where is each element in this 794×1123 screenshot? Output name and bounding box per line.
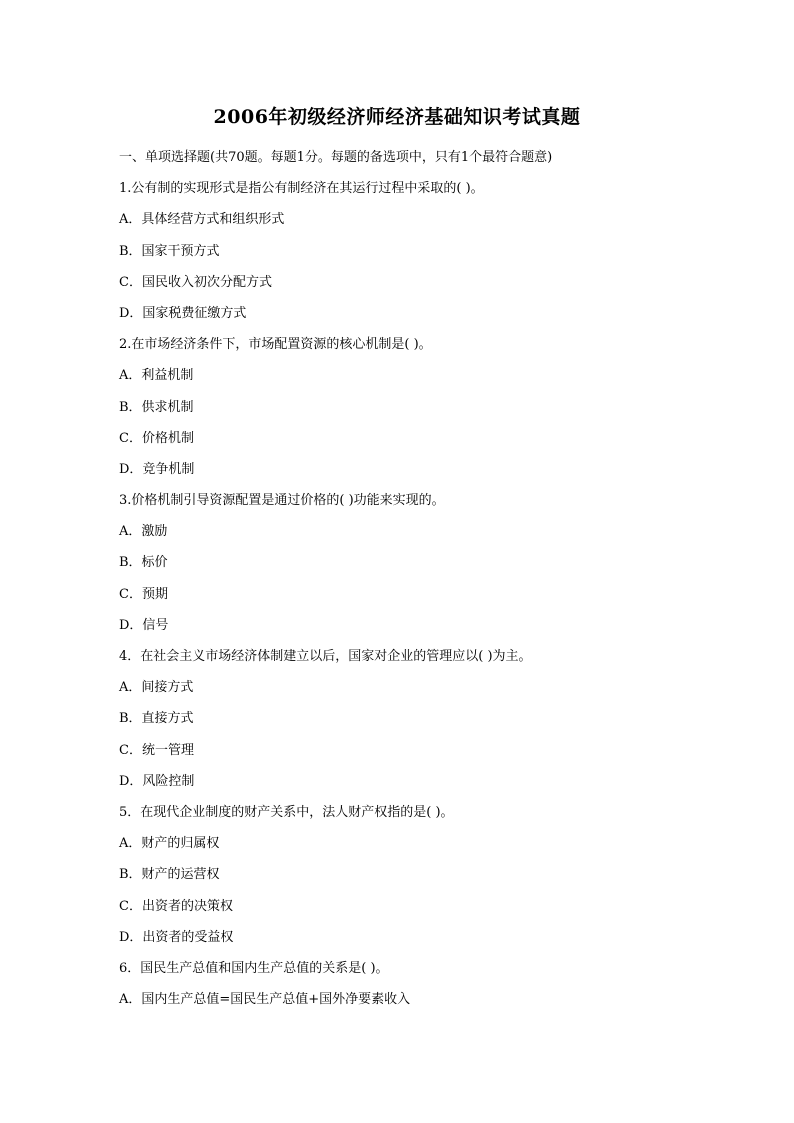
answer-option: D．风险控制	[119, 773, 195, 789]
answer-option: C．出资者的决策权	[119, 898, 233, 914]
answer-option: A．间接方式	[119, 680, 194, 696]
answer-option: C．统一管理	[119, 742, 194, 758]
answer-option: A．利益机制	[119, 368, 194, 384]
answer-option: D．竞争机制	[119, 461, 195, 477]
answer-option: B．国家干预方式	[119, 243, 220, 259]
question-stem: 6．国民生产总值和国内生产总值的关系是( )。	[119, 960, 389, 976]
answer-option: B．标价	[119, 555, 168, 571]
section-heading: 一、单项选择题(共70题。每题1分。每题的备选项中，只有1个最符合题意)	[119, 150, 553, 165]
document-body	[119, 142, 719, 1015]
answer-option: A．财产的归属权	[119, 836, 220, 852]
answer-option: C．价格机制	[119, 430, 194, 446]
document-title: 2006年初级经济师经济基础知识考试真题	[213, 106, 581, 128]
question-stem: 3.价格机制引导资源配置是通过价格的( )功能来实现的。	[119, 493, 445, 509]
answer-option: A．具体经营方式和组织形式	[119, 212, 285, 228]
answer-option: C．国民收入初次分配方式	[119, 274, 272, 290]
question-stem: 1.公有制的实现形式是指公有制经济在其运行过程中采取的( )。	[119, 181, 484, 197]
question-stem: 4．在社会主义市场经济体制建立以后，国家对企业的管理应以( )为主。	[119, 649, 532, 664]
question-stem: 5．在现代企业制度的财产关系中，法人财产权指的是( )。	[119, 804, 454, 820]
answer-option: C．预期	[119, 586, 168, 602]
answer-option: B．直接方式	[119, 711, 194, 727]
question-stem: 2.在市场经济条件下，市场配置资源的核心机制是( )。	[119, 337, 432, 353]
answer-option: B．供求机制	[119, 399, 194, 415]
answer-option: D．信号	[119, 617, 169, 633]
answer-option: B．财产的运营权	[119, 867, 220, 883]
answer-option: A．国内生产总值=国民生产总值+国外净要素收入	[119, 992, 411, 1008]
answer-option: D．国家税费征缴方式	[119, 305, 247, 321]
answer-option: D．出资者的受益权	[119, 929, 234, 945]
answer-option: A．激励	[119, 524, 168, 540]
